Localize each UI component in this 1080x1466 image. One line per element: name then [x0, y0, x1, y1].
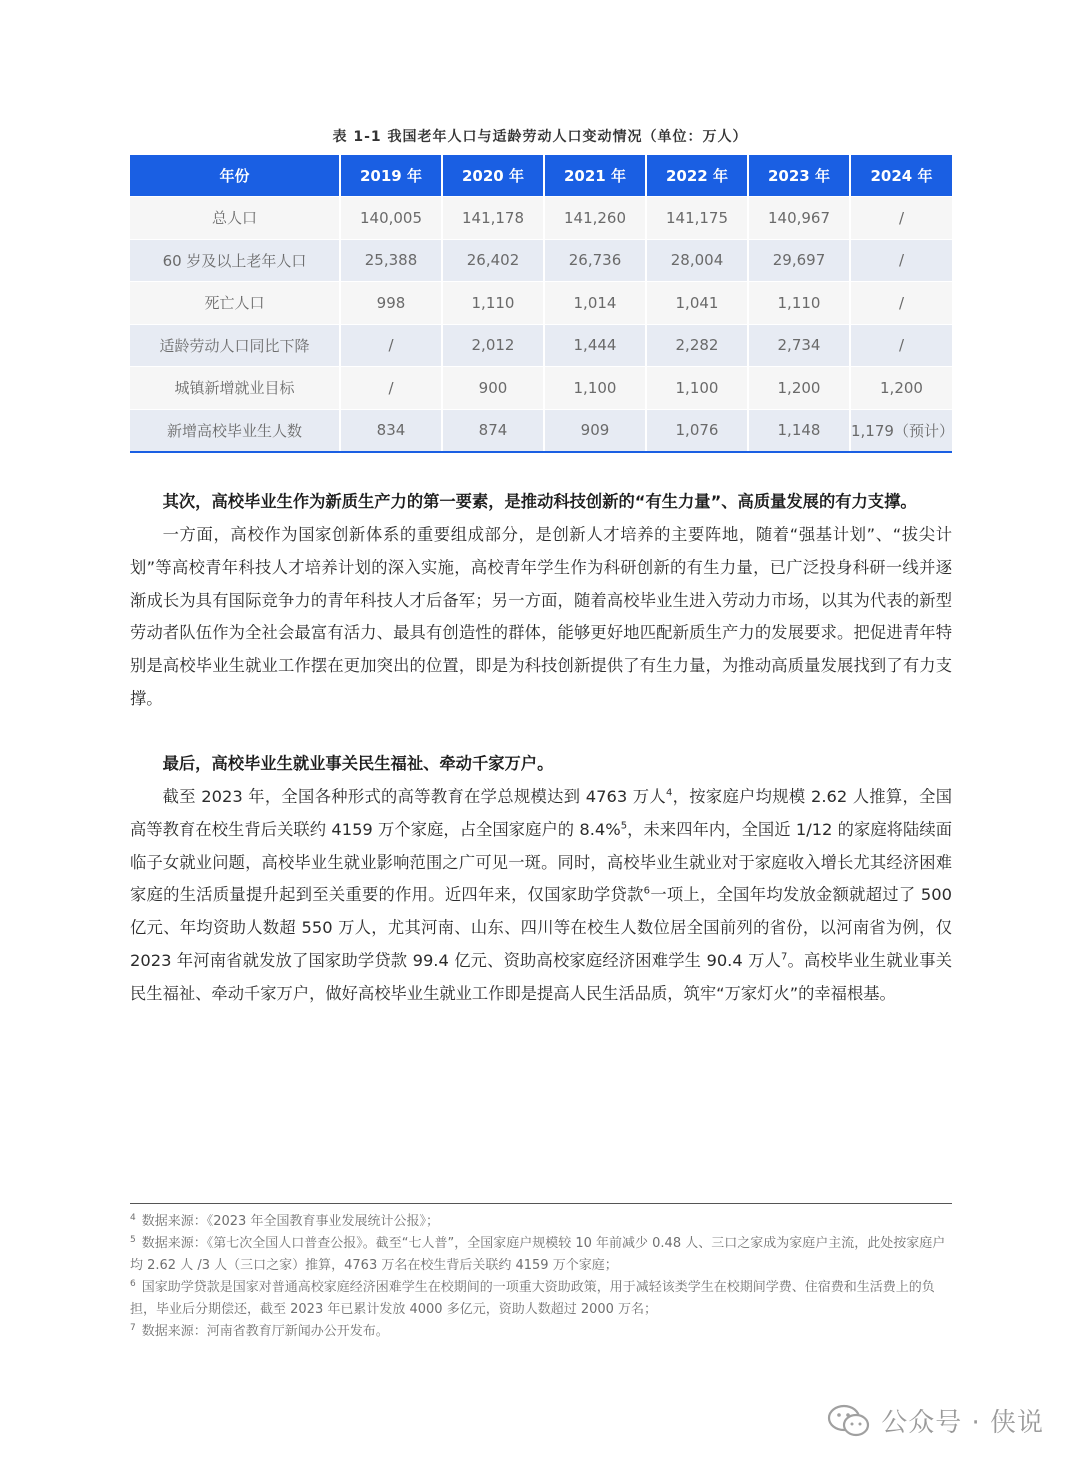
- section-heading-secondly: 其次，高校毕业生作为新质生产力的第一要素，是推动科技创新的“有生力量”、高质量发展的有力支撑。: [162, 492, 917, 511]
- header-2019: 2019 年: [340, 155, 442, 197]
- footnote-item: [130, 1321, 952, 1343]
- table-cell: 26,736: [544, 239, 646, 282]
- table-row: [130, 324, 952, 367]
- footnote-text: 数据来源：河南省教育厅新闻办公开发布。: [141, 1324, 389, 1339]
- header-2021: 2021 年: [544, 155, 646, 197]
- table-cell: 26,402: [442, 239, 544, 282]
- table-cell: 1,110: [442, 282, 544, 325]
- section-paragraph-lastly: [130, 781, 952, 1011]
- table-cell: 29,697: [748, 239, 850, 282]
- table-cell: 25,388: [340, 239, 442, 282]
- table-cell: /: [340, 367, 442, 410]
- table-cell: 1,444: [544, 324, 646, 367]
- table-cell: 2,282: [646, 324, 748, 367]
- paragraph-text: 。高校毕业生就业事关民生福祉、牵动千家万户，做好高校毕业生就业工作即是提高人民生活品质，筑牢“万家灯火”的幸福根基。: [130, 950, 952, 1003]
- header-2023: 2023 年: [748, 155, 850, 197]
- footnote-item: [130, 1277, 952, 1321]
- row-label: 死亡人口: [130, 282, 340, 325]
- row-label: 城镇新增就业目标: [130, 367, 340, 410]
- row-label: 新增高校毕业生人数: [130, 409, 340, 452]
- footnote-item: [130, 1211, 952, 1233]
- section-heading-lastly: 最后，高校毕业生就业事关民生福祉、牵动千家万户。: [162, 754, 554, 773]
- footnote-ref: 7: [781, 951, 788, 963]
- table-cell: 1,200: [850, 367, 952, 410]
- footnote-number: 7: [130, 1322, 136, 1333]
- table-cell: 874: [442, 409, 544, 452]
- footnote-ref: 6: [643, 885, 651, 897]
- table-cell: 140,967: [748, 197, 850, 240]
- footnote-ref: 5: [620, 820, 628, 832]
- header-2024: 2024 年: [850, 155, 952, 197]
- table-cell: 141,178: [442, 197, 544, 240]
- table-row: [130, 409, 952, 452]
- table-cell: 1,148: [748, 409, 850, 452]
- footnote-text: 数据来源：《第七次全国人口普查公报》。截至“七人普”，全国家庭户规模较 10 年前减少 0.48 人、三口之家成为家庭户主流，此处按家庭户均 2.62 人 /3 人（三口之家）推算，4763 万名在校生背后关联约 4159 万个家庭；: [130, 1236, 946, 1273]
- table-cell: /: [850, 197, 952, 240]
- table-cell: 1,200: [748, 367, 850, 410]
- paragraph-text: 一项上，全国年均发放金额就超过了 500 亿元、年均资助人数超 550 万人，尤其河南、山东、四川等在校生人数位居全国前列的省份，以河南省为例，仅 2023 年河南省就发放了国家助学贷款 99.4 亿元、资助高校家庭经济困难学生 90.4 万人: [130, 885, 952, 970]
- population-table: [130, 155, 952, 453]
- footnote-item: [130, 1233, 952, 1277]
- table-cell: 1,100: [646, 367, 748, 410]
- table-cell: 140,005: [340, 197, 442, 240]
- table-cell: 909: [544, 409, 646, 452]
- table-cell: 998: [340, 282, 442, 325]
- paragraph-text: ，按家庭户均规模 2.62 人推算，全国高等教育在校生背后关联约 4159 万个家庭，占全国家庭户的 8.4%: [130, 787, 953, 839]
- footnote-ref: 4: [665, 787, 673, 799]
- header-2020: 2020 年: [442, 155, 544, 197]
- footnote-text: 国家助学贷款是国家对普通高校家庭经济困难学生在校期间的一项重大资助政策，用于减轻该类学生在校期间学费、住宿费和生活费上的负担，毕业后分期偿还，截至 2023 年已累计发放 4000 多亿元，资助人数超过 2000 万名；: [130, 1280, 935, 1317]
- table-row: [130, 197, 952, 240]
- footnote-divider: [130, 1203, 952, 1204]
- table-cell: 1,014: [544, 282, 646, 325]
- table-row: [130, 282, 952, 325]
- table-cell: 2,734: [748, 324, 850, 367]
- table-cell: 1,041: [646, 282, 748, 325]
- row-label: 总人口: [130, 197, 340, 240]
- table-cell: /: [850, 282, 952, 325]
- watermark: [827, 1402, 1044, 1439]
- header-2022: 2022 年: [646, 155, 748, 197]
- table-cell: 141,260: [544, 197, 646, 240]
- row-label: 适龄劳动人口同比下降: [130, 324, 340, 367]
- table-cell: /: [850, 239, 952, 282]
- section-paragraph-secondly: 一方面，高校作为国家创新体系的重要组成部分，是创新人才培养的主要阵地，随着“强基计划”、“拔尖计划”等高校青年科技人才培养计划的深入实施，高校青年学生作为科研创新的有生力量，已广泛投身科研一线并逐渐成长为具有国际竞争力的青年科技人才后备军；另一方面，随着高校毕业生进入劳动力市场，以其为代表的新型劳动者队伍作为全社会最富有活力、最具有创造性的群体，能够更好地匹配新质生产力的发展要求。把促进青年特别是高校毕业生就业工作摆在更加突出的位置，即是为科技创新提供了有生力量，为推动高质量发展找到了有力支撑。: [130, 525, 952, 708]
- table-caption: 表 1-1 我国老年人口与适龄劳动人口变动情况（单位：万人）: [332, 129, 748, 145]
- table-header-row: [130, 155, 952, 197]
- wechat-icon: [827, 1404, 871, 1438]
- footnote-number: 5: [130, 1234, 136, 1245]
- footnotes: [130, 1211, 952, 1343]
- table-cell: 1,076: [646, 409, 748, 452]
- table-cell: 2,012: [442, 324, 544, 367]
- table-cell: /: [340, 324, 442, 367]
- row-label: 60 岁及以上老年人口: [130, 239, 340, 282]
- table-cell: 1,110: [748, 282, 850, 325]
- table-cell: 28,004: [646, 239, 748, 282]
- watermark-text: 公众号 · 侠说: [881, 1408, 1044, 1438]
- paragraph-text: 截至 2023 年，全国各种形式的高等教育在学总规模达到 4763 万人: [162, 787, 666, 806]
- header-year: 年份: [130, 155, 340, 197]
- table-cell: 1,100: [544, 367, 646, 410]
- table-cell: 900: [442, 367, 544, 410]
- paragraph-text: ，未来四年内，全国近 1/12 的家庭将陆续面临子女就业问题，高校毕业生就业影响范围之广可见一斑。同时，高校毕业生就业对于家庭收入增长尤其经济困难家庭的生活质量提升起到至关重要的作用。近四年来，仅国家助学贷款: [130, 819, 952, 905]
- table-row: [130, 367, 952, 410]
- footnote-number: 4: [130, 1212, 136, 1223]
- footnote-number: 6: [130, 1278, 136, 1289]
- table-cell: 1,179（预计）: [850, 409, 952, 452]
- footnote-text: 数据来源：《2023 年全国教育事业发展统计公报》；: [141, 1214, 439, 1229]
- table-cell: /: [850, 324, 952, 367]
- table-cell: 141,175: [646, 197, 748, 240]
- table-row: [130, 239, 952, 282]
- table-cell: 834: [340, 409, 442, 452]
